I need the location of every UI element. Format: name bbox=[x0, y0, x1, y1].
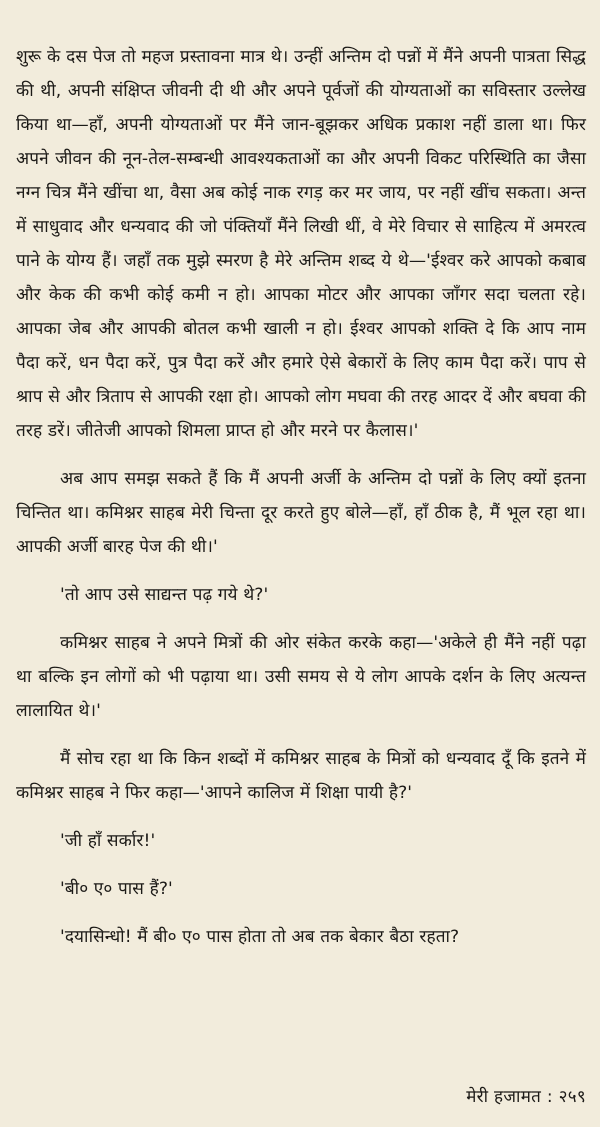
running-footer: मेरी हजामत : २५९ bbox=[466, 1087, 586, 1107]
paragraph-1: शुरू के दस पेज तो महज प्रस्तावना मात्र थे। उन्हीं अन्तिम दो पन्नों में मैंने अपनी पात्रता सिद्ध की थी, अपनी संक्षिप्त जीवनी दी थी और अपने पूर्वजों की योग्यताओं का सविस्तार उल्लेख किया था—हाँ, अपनी योग्यताओं पर मैंने जान-बूझकर अधिक प्रकाश नहीं डाला था। फिर अपने जीवन की नून-तेल-सम्बन्धी आवश्यकताओं का और अपनी विकट परिस्थिति का जैसा नग्न चित्र मैंने खींचा था, वैसा अब कोई नाक रगड़ कर मर जाय, पर नहीं खींच सकता। अन्त में साधुवाद और धन्यवाद की जो पंक्तियाँ मैंने लिखी थीं, वे मेरे विचार से साहित्य में अमरत्व पाने के योग्य हैं। जहाँ तक मुझे स्मरण है मेरे अन्तिम शब्द ये थे—'ईश्वर करे आपको कबाब और केक की कभी कोई कमी न हो। आपका मोटर और आपका जाँगर सदा चलता रहे। आपका जेब और आपकी बोतल कभी खाली न हो। ईश्वर आपको शक्ति दे कि आप नाम पैदा करें, धन पैदा करें, पुत्र पैदा करें और हमारे ऐसे बेकारों के लिए काम पैदा करें। पाप से श्राप से और त्रिताप से आपकी रक्षा हो। आपको लोग मघवा की तरह आदर दें और बघवा की तरह डरें। जीतेजी आपको शिमला प्राप्त हो और मरने पर कैलास।' bbox=[16, 47, 586, 441]
paragraph-6: 'जी हाँ सर्कार!' bbox=[60, 831, 156, 851]
paragraph-7: 'बी० ए० पास हैं?' bbox=[60, 879, 173, 899]
book-page bbox=[16, 40, 586, 1110]
paragraph-3: 'तो आप उसे साद्यन्त पढ़ गये थे?' bbox=[60, 585, 269, 605]
paragraph-5: मैं सोच रहा था कि किन शब्दों में कमिश्नर साहब के मित्रों को धन्यवाद दूँ कि इतने में कमिश्नर साहब ने फिर कहा—'आपने कालिज में शिक्षा पायी है?' bbox=[16, 749, 586, 803]
paragraph-8: 'दयासिन्धो! मैं बी० ए० पास होता तो अब तक बेकार बैठा रहता? bbox=[60, 927, 460, 947]
paragraph-2: अब आप समझ सकते हैं कि मैं अपनी अर्जी के अन्तिम दो पन्नों के लिए क्यों इतना चिन्तित था। कमिश्नर साहब मेरी चिन्ता दूर करते हुए बोले—हाँ, हाँ ठीक है, मैं भूल रहा था। आपकी अर्जी बारह पेज की थी।' bbox=[16, 469, 586, 557]
paragraph-4: कमिश्नर साहब ने अपने मित्रों की ओर संकेत करके कहा—'अकेले ही मैंने नहीं पढ़ा था बल्कि इन लोगों को भी पढ़ाया था। उसी समय से ये लोग आपके दर्शन के लिए अत्यन्त लालायित थे।' bbox=[16, 633, 586, 721]
